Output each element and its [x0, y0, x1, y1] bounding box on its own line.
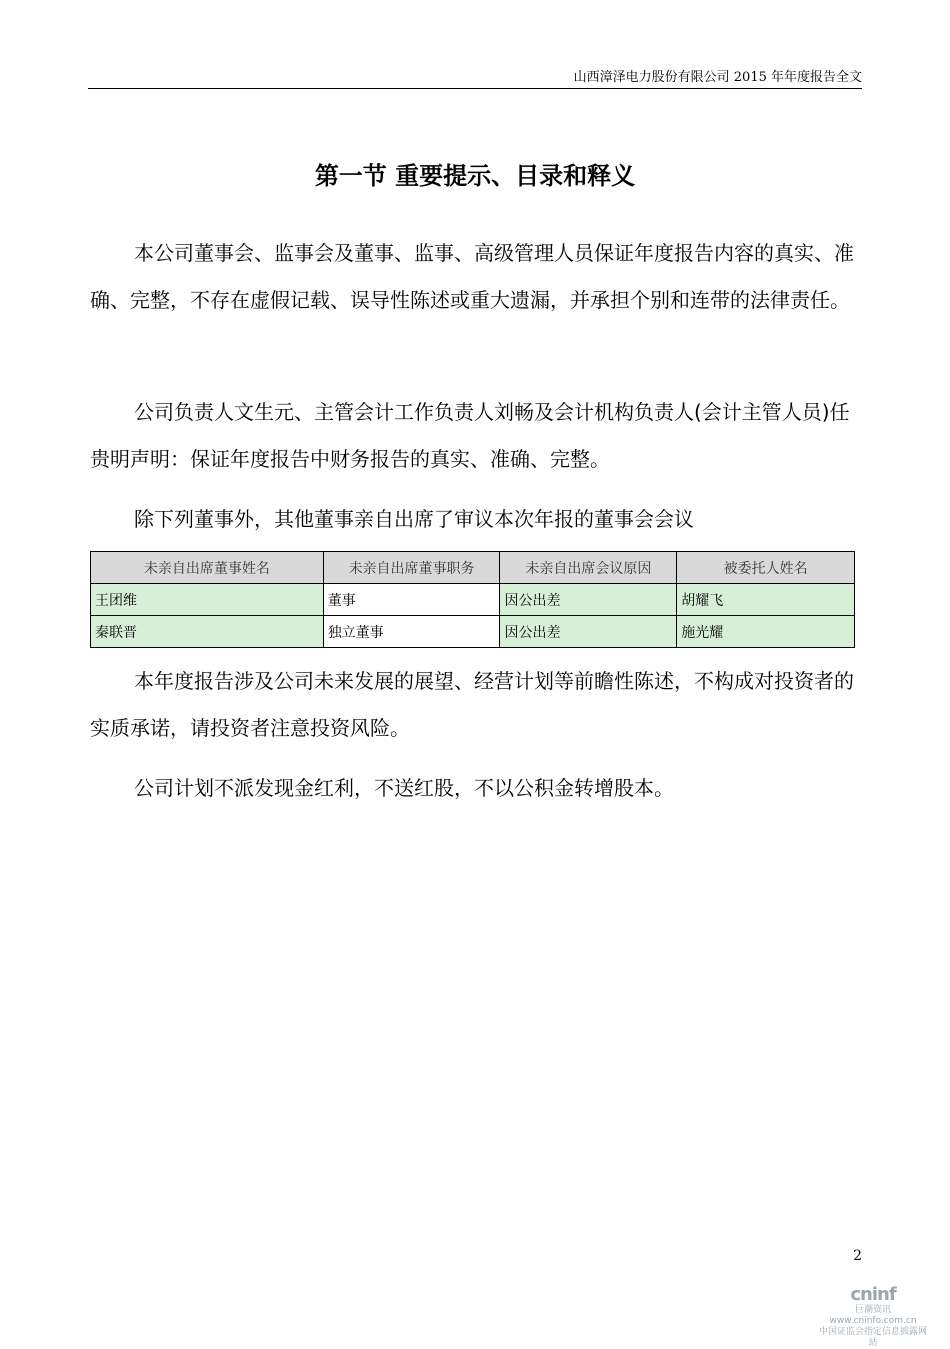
table-cell: 独立董事: [323, 616, 500, 648]
table-cell: 因公出差: [500, 584, 677, 616]
column-header: 被委托人姓名: [677, 552, 855, 584]
watermark-tagline: 中国证监会指定信息披露网站: [818, 1327, 927, 1348]
section-title: 第一节 重要提示、目录和释义: [314, 162, 636, 190]
cninfo-watermark: [818, 1284, 928, 1348]
paragraph-responsibility: 本公司董事会、监事会及董事、监事、高级管理人员保证年度报告内容的真实、准确、完整，不存在虚假记载、误导性陈述或重大遗漏，并承担个别和连带的法律责任。: [90, 241, 854, 312]
column-header: 未亲自出席董事姓名: [91, 552, 324, 584]
table-cell: 施光耀: [677, 616, 855, 648]
table-cell: 秦联晋: [91, 616, 324, 648]
paragraph-absent-directors: 除下列董事外，其他董事亲自出席了审议本次年报的董事会会议: [134, 507, 694, 531]
paragraph-forward-looking: 本年度报告涉及公司未来发展的展望、经营计划等前瞻性陈述，不构成对投资者的实质承诺，请投资者注意投资风险。: [90, 669, 854, 740]
running-header: 山西漳泽电力股份有限公司 2015 年年度报告全文: [573, 70, 862, 85]
table-cell: 王团维: [91, 584, 324, 616]
column-header: 未亲自出席会议原因: [500, 552, 677, 584]
paragraph-dividend-plan: 公司计划不派发现金红利，不送红股，不以公积金转增股本。: [134, 776, 674, 800]
page-number: 2: [853, 1248, 862, 1264]
table-cell: 董事: [323, 584, 500, 616]
table-row: [91, 584, 855, 616]
table-header-row: [91, 552, 855, 584]
watermark-name: 巨潮资讯: [854, 1305, 891, 1315]
watermark-url: www.cninfo.com.cn: [829, 1316, 917, 1326]
column-header: 未亲自出席董事职务: [323, 552, 500, 584]
watermark-logo: cninf: [850, 1284, 896, 1305]
header-rule: [88, 88, 862, 89]
absent-directors-table: [90, 551, 855, 648]
table-cell: 胡耀飞: [677, 584, 855, 616]
table-row: [91, 616, 855, 648]
paragraph-declaration: 公司负责人文生元、主管会计工作负责人刘畅及会计机构负责人(会计主管人员)任贵明声明：保证年度报告中财务报告的真实、准确、完整。: [90, 400, 850, 471]
table-cell: 因公出差: [500, 616, 677, 648]
